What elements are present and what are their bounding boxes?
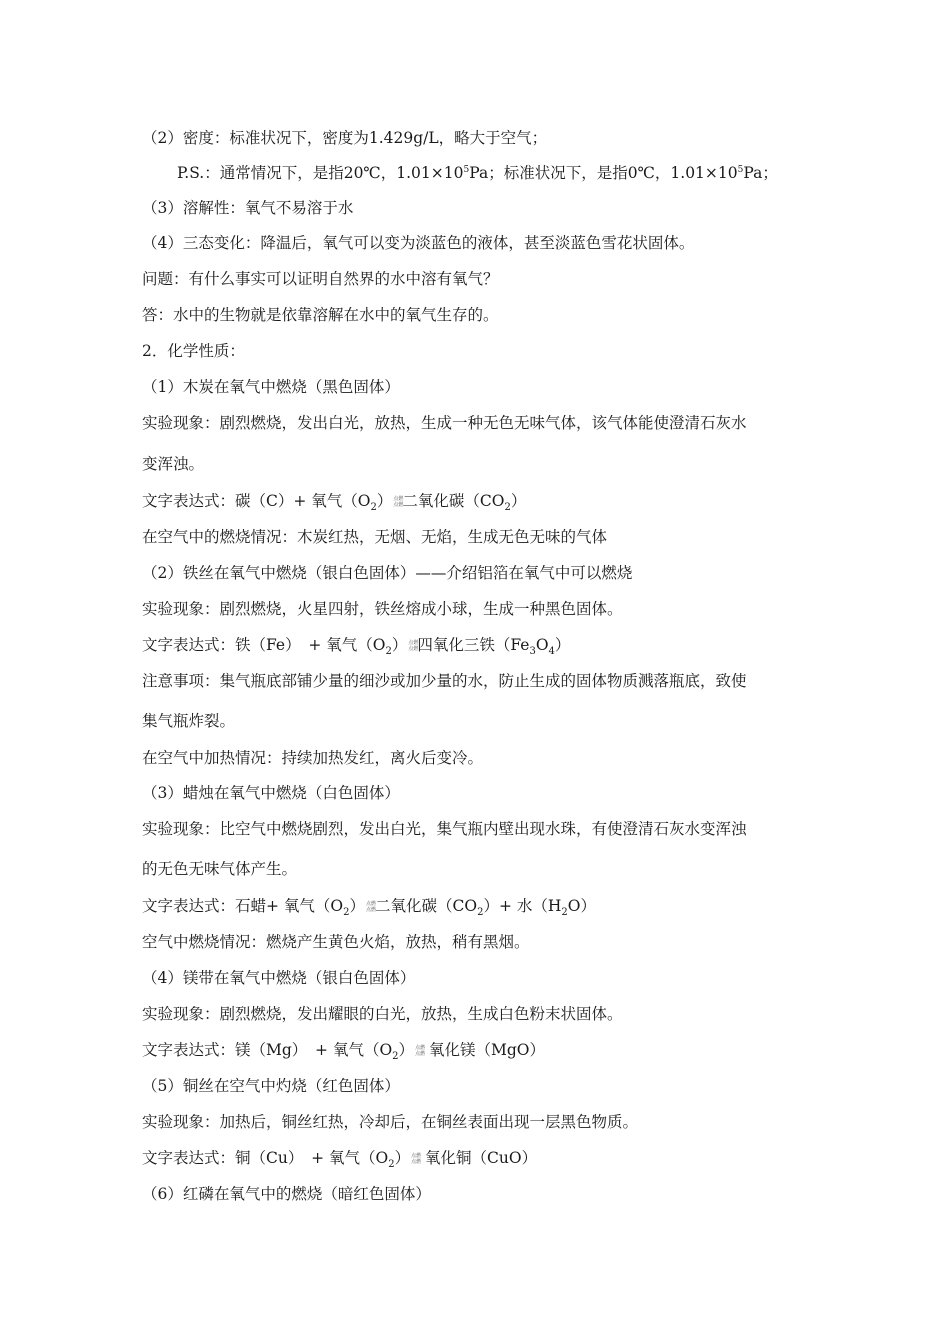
copper-title: （5）铜丝在空气中灼烧（红色固体） — [142, 1077, 400, 1095]
candle-phenomenon-line-2: 的无色无味气体产生。 — [142, 860, 298, 878]
reaction-condition-mark: 点燃 点燃 — [366, 901, 377, 913]
iron-note-line-2: 集气瓶炸裂。 — [142, 712, 236, 730]
copper-equation: 文字表达式：铜（Cu） + 氧气$(O_2)$点燃 点燃 氧化铜（CuO） — [142, 1149, 538, 1171]
iron-equation: 文字表达式：铁（Fe） + 氧气$(O_2)$点燃 点燃四氧化三铁$(Fe_3O_4)$ — [142, 636, 571, 658]
iron-title: （2）铁丝在氧气中燃烧（银白色固体）——介绍铝箔在氧气中可以燃烧 — [142, 564, 633, 582]
state-change-line: （4）三态变化：降温后，氧气可以变为淡蓝色的液体，甚至淡蓝色雪花状固体。 — [142, 234, 695, 252]
candle-title: （3）蜡烛在氧气中燃烧（白色固体） — [142, 784, 400, 802]
carbon-air-line: 在空气中的燃烧情况：木炭红热，无烟、无焰，生成无色无味的气体 — [142, 528, 608, 546]
iron-note-line-1: 注意事项：集气瓶底部铺少量的细沙或加少量的水，防止生成的固体物质溅落瓶底，致使 — [142, 672, 747, 690]
reaction-condition-mark: 点燃 点燃 — [393, 496, 404, 508]
solubility-line: （3）溶解性：氧气不易溶于水 — [142, 199, 354, 217]
reaction-condition-mark: 点燃 点燃 — [408, 640, 419, 652]
phosphorus-title: （6）红磷在氧气中的燃烧（暗红色固体） — [142, 1185, 431, 1203]
carbon-phenomenon-line-2: 变浑浊。 — [142, 455, 205, 473]
density-line: （2）密度：标准状况下，密度为1.429g/L，略大于空气； — [142, 129, 548, 147]
candle-phenomenon-line-1: 实验现象：比空气中燃烧剧烈，发出白光，集气瓶内壁出现水珠，有使澄清石灰水变浑浊 — [142, 820, 747, 838]
iron-phenomenon-line: 实验现象：剧烈燃烧，火星四射，铁丝熔成小球，生成一种黑色固体。 — [142, 600, 623, 618]
iron-air-line: 在空气中加热情况：持续加热发红，离火后变冷。 — [142, 749, 484, 767]
copper-phenomenon-line: 实验现象：加热后，铜丝红热，冷却后，在铜丝表面出现一层黑色物质。 — [142, 1113, 639, 1131]
answer-line: 答：水中的生物就是依靠溶解在水中的氧气生存的。 — [142, 306, 499, 324]
reaction-condition-mark: 点燃 点燃 — [415, 1045, 426, 1057]
reaction-condition-mark: 点燃 点燃 — [411, 1153, 422, 1165]
ps-note-line: P.S.：通常情况下，是指20℃，$1.01\times 10^5Pa$；标准状况下，是指0℃，$1.01\times 10^5Pa$； — [177, 164, 778, 182]
candle-equation: 文字表达式：石蜡+ 氧气$(O_2)$点燃 点燃二氧化碳$(CO_2)+$ 水$(H_2O)$ — [142, 897, 596, 919]
magnesium-phenomenon-line: 实验现象：剧烈燃烧，发出耀眼的白光，放热，生成白色粉末状固体。 — [142, 1005, 623, 1023]
question-line: 问题：有什么事实可以证明自然界的水中溶有氧气？ — [142, 270, 499, 288]
section-heading: 2．化学性质： — [142, 342, 245, 360]
magnesium-equation: 文字表达式：镁（Mg） + 氧气$(O_2)$点燃 点燃 氧化镁（MgO） — [142, 1041, 545, 1063]
carbon-phenomenon-line-1: 实验现象：剧烈燃烧，发出白光，放热，生成一种无色无味气体，该气体能使澄清石灰水 — [142, 414, 747, 432]
candle-air-line: 空气中燃烧情况：燃烧产生黄色火焰，放热，稍有黑烟。 — [142, 933, 530, 951]
carbon-equation: 文字表达式：碳（C）+ 氧气$(O_2)$点燃 点燃二氧化碳$(CO_2)$ — [142, 492, 527, 514]
carbon-title: （1）木炭在氧气中燃烧（黑色固体） — [142, 378, 400, 396]
magnesium-title: （4）镁带在氧气中燃烧（银白色固体） — [142, 969, 416, 987]
